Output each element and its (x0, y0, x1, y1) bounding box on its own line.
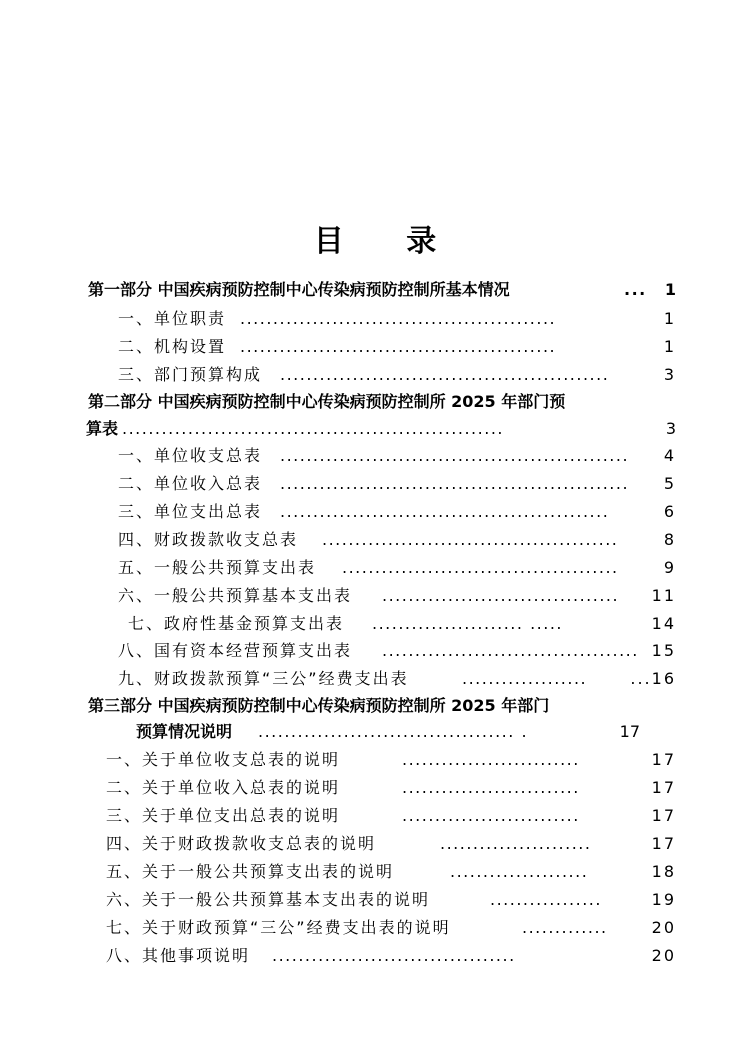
toc-leader-dots: ........................... (402, 778, 580, 797)
toc-entry-label: 一、关于单位收支总表的说明 (106, 750, 341, 769)
toc-entry-label: 三、单位支出总表 (118, 502, 263, 521)
toc-leader-dots: ................. (490, 890, 602, 909)
toc-entry-label: 二、关于单位收入总表的说明 (106, 778, 341, 797)
toc-leader-dots: ........................... (402, 750, 580, 769)
toc-leader-dots: .................................................. (280, 502, 610, 521)
toc-entry[interactable] (0, 664, 750, 694)
toc-entry-label: 四、财政拨款收支总表 (118, 530, 299, 549)
toc-page-number: 3 (663, 365, 676, 384)
toc-entry[interactable] (0, 360, 750, 390)
toc-entry-label: 四、关于财政拨款收支总表的说明 (106, 834, 377, 853)
toc-entry[interactable] (0, 773, 750, 803)
toc-leader-dots: ....................... (440, 834, 592, 853)
toc-entry[interactable] (0, 304, 750, 334)
toc-entry-label: 八、其他事项说明 (106, 946, 251, 965)
toc-leader-dots: ..................................................... (280, 474, 630, 493)
toc-page-number: 20 (651, 946, 676, 965)
toc-entry-label: 一、单位收支总表 (118, 446, 263, 465)
toc-entry[interactable] (0, 553, 750, 583)
toc-leader-dots: .................................... (382, 586, 620, 605)
toc-entry-label: 六、关于一般公共预算基本支出表的说明 (106, 890, 431, 909)
toc-leader-dots: ................................................ (240, 309, 557, 328)
toc-page-number: 19 (651, 890, 676, 909)
toc-entry-label: 六、一般公共预算基本支出表 (118, 586, 353, 605)
toc-entry-label: 预算情况说明 (136, 722, 233, 741)
toc-entry-label: 一、单位职责 (118, 309, 227, 328)
toc-page-number: 17 (651, 778, 676, 797)
toc-entry[interactable] (0, 332, 750, 362)
toc-entry[interactable] (0, 801, 750, 831)
toc-page-number: ...16 (630, 669, 676, 688)
toc-leader-dots: ................... (462, 669, 588, 688)
toc-entry-label: 三、部门预算构成 (118, 365, 263, 384)
toc-entry[interactable] (0, 857, 750, 887)
toc-leader-dots: ............................................. (322, 530, 619, 549)
toc-entry-label: 九、财政拨款预算“三公”经费支出表 (118, 669, 409, 688)
toc-page-number: 20 (651, 918, 676, 937)
toc-entry-part-2[interactable] (0, 387, 750, 417)
toc-entry-label: 三、关于单位支出总表的说明 (106, 806, 341, 825)
toc-entry-label: 算表 (86, 419, 119, 438)
toc-page-number: 17 (651, 750, 676, 769)
toc-entry-label: 五、关于一般公共预算支出表的说明 (106, 862, 395, 881)
toc-leader-dots: ..................................... (272, 946, 516, 965)
toc-page-number: 4 (663, 446, 676, 465)
toc-page-number: 15 (651, 641, 676, 660)
toc-entry[interactable] (0, 581, 750, 611)
toc-entry[interactable] (0, 885, 750, 915)
toc-leader-dots: .......................................................... (122, 419, 504, 438)
toc-entry[interactable] (0, 525, 750, 555)
toc-entry[interactable] (0, 913, 750, 943)
toc-entry-label: 第一部分 中国疾病预防控制中心传染病预防控制所基本情况 (88, 280, 510, 299)
toc-entry[interactable] (0, 636, 750, 666)
toc-entry[interactable] (0, 941, 750, 971)
toc-entry-label: 五、一般公共预算支出表 (118, 558, 317, 577)
toc-entry-label: 八、国有资本经营预算支出表 (118, 641, 353, 660)
toc-entry-label: 二、单位收入总表 (118, 474, 263, 493)
toc-page-number: 8 (663, 530, 676, 549)
toc-leader-dots: ........................... (402, 806, 580, 825)
toc-leader-dots: .......................................... (342, 558, 619, 577)
toc-entry-label: 第二部分 中国疾病预防控制中心传染病预防控制所 2025 年部门预 (88, 392, 566, 411)
toc-leader-dots: .................................................. (280, 365, 610, 384)
toc-entry[interactable] (0, 469, 750, 499)
toc-leader-dots: ... (624, 280, 647, 299)
toc-page-number: 17 (651, 834, 676, 853)
toc-entry-label: 第三部分 中国疾病预防控制中心传染病预防控制所 2025 年部门 (88, 696, 550, 715)
toc-leader-dots: ..................................................... (280, 446, 630, 465)
toc-page-number: 3 (665, 419, 676, 438)
toc-leader-dots: ............. (522, 918, 608, 937)
toc-page-number: 1 (663, 337, 676, 356)
toc-entry-part-2-continued[interactable] (0, 414, 750, 444)
toc-entry-label: 七、关于财政预算“三公”经费支出表的说明 (106, 918, 451, 937)
toc-page-number: 18 (651, 862, 676, 881)
page-title: 目 录 (313, 224, 463, 259)
toc-entry[interactable] (0, 497, 750, 527)
toc-page-number: 17 (619, 722, 640, 741)
toc-page-number: 9 (663, 558, 676, 577)
toc-entry-part-3-continued[interactable] (0, 717, 750, 747)
toc-page-number: 14 (651, 614, 676, 633)
toc-page-number: 5 (663, 474, 676, 493)
toc-leader-dots: ..................... (450, 862, 589, 881)
toc-page-number: 1 (664, 280, 676, 299)
toc-leader-dots: ....................... ..... (372, 614, 563, 633)
toc-leader-dots: ....................................... (382, 641, 639, 660)
toc-entry[interactable] (0, 829, 750, 859)
toc-entry[interactable] (0, 609, 750, 639)
toc-entry-label: 二、机构设置 (118, 337, 227, 356)
toc-entry-part-1[interactable] (0, 275, 750, 305)
toc-page-number: 1 (663, 309, 676, 328)
toc-page-number: 11 (651, 586, 676, 605)
toc-entry[interactable] (0, 441, 750, 471)
toc-page-number: 6 (663, 502, 676, 521)
toc-entry-label: 七、政府性基金预算支出表 (128, 614, 345, 633)
toc-entry[interactable] (0, 745, 750, 775)
toc-leader-dots: ................................................ (240, 337, 557, 356)
toc-page-number: 17 (651, 806, 676, 825)
toc-leader-dots: ....................................... . (258, 722, 529, 741)
